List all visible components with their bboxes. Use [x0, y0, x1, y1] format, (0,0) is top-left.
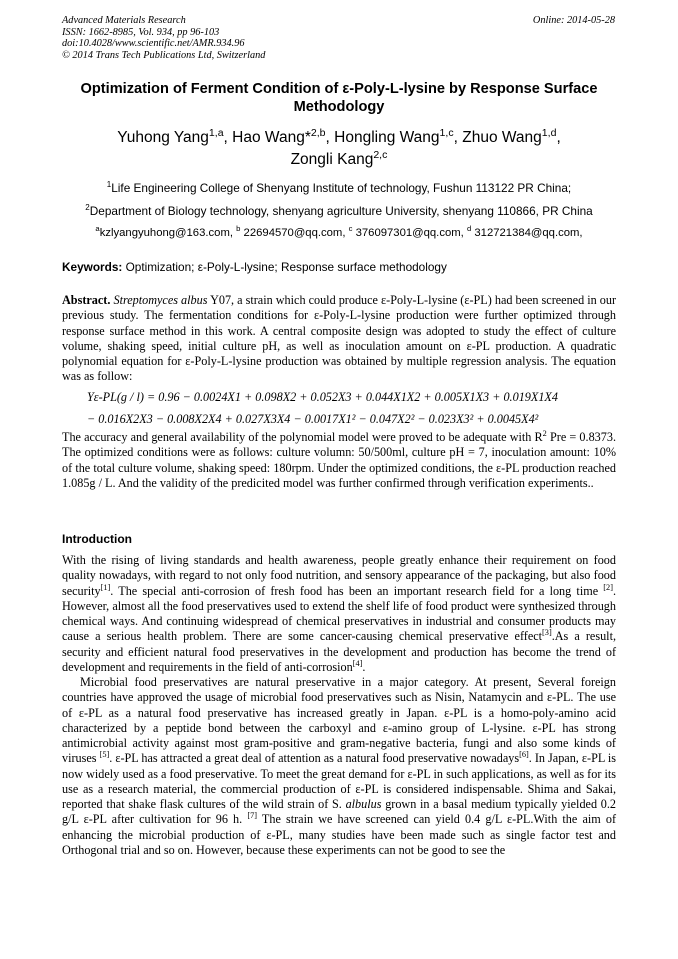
- regression-equation-line-1: Yε-PL(g / l) = 0.96 − 0.0024X1 + 0.098X2 + 0.052X3 + 0.044X1X2 + 0.005X1X3 + 0.019X1X4: [87, 390, 558, 404]
- text: Microbial food preservatives are natural preservative in a major category. At present, Several foreign countries have approved the usage of microbial food preservatives such as Nisin, Natamycin and ε-PL. The use of ε-PL as a natural food preservative has increased greatly in Japan. ε-PL is a homo-poly-amino acid characterized by a peptide bond between the carboxyl and ε-amino group of L-lysine. ε-PL has strong antimicrobial activity against most gram-positive and gram-negative bacteria, fungi and also some kinds of viruses: [62, 675, 616, 766]
- keywords-label: Keywords:: [62, 260, 123, 274]
- author-name: Hao Wang*: [232, 129, 311, 146]
- abstract: [62, 293, 616, 385]
- author-name: Zhuo Wang: [462, 129, 542, 146]
- affil-text: Department of Biology technology, shenyang agriculture University, shenyang 110866, PR China: [89, 204, 593, 218]
- affiliation-2: [62, 204, 616, 219]
- introduction-body: [62, 553, 616, 858]
- abstract-label: Abstract.: [62, 293, 111, 307]
- citation: [2]: [603, 582, 613, 592]
- species-name: albulus: [345, 797, 382, 811]
- author-affil-mark: 2,c: [373, 148, 388, 161]
- citation: [1]: [100, 582, 111, 592]
- email-mark: d: [466, 224, 472, 234]
- affil-text: Life Engineering College of Shenyang Institute of technology, Fushun 113122 PR China;: [111, 181, 572, 195]
- author-affil-mark: 2,b: [310, 126, 326, 139]
- abstract-text: Pre = 0.8373. The optimized conditions were as follows: culture volumn: 50/500ml, culture pH = 7, inoculation amount: 10% of the total culture volume, shaking speed: 180rpm. Under the optimized conditions, the ε-PL production reached 1.085g / L. And the validity of the predicited model was further confirmed through verification experiments..: [62, 430, 616, 490]
- affil-mark: 1: [106, 180, 112, 190]
- citation: [6]: [519, 750, 529, 760]
- email-mark: a: [95, 224, 100, 234]
- text: . In Japan, ε-PL is now widely used as a food preservative. To meet the great demand for ε-PL in such applications, as well as for its use as a research material, the commercial production of ε-PL is considered indispensable. Shima and Sakai, reported that shake flask cultures of the wild strain of S.: [62, 751, 617, 811]
- text: The strain we have screened can yield 0.4 g/L ε-PL.With the aim of enhancing the microbial production of ε-PL, many studies have been made such as single factor test and Orthogonal trial and so on. However, because these experiments can not be good to see the: [62, 812, 617, 857]
- citation: [7]: [247, 811, 257, 821]
- text: .As a result, security and efficient natural food preservatives in the development and production has become the trend of development and requirements in the field of anti-corrosion: [62, 629, 616, 674]
- journal-metadata: [62, 15, 265, 61]
- issn-line: ISSN: 1662-8985, Vol. 934, pp 96-103: [62, 26, 220, 38]
- author-name: Hongling Wang: [334, 129, 440, 146]
- abstract-conclusion: [62, 430, 616, 491]
- superscript: 2: [542, 428, 547, 438]
- author-name: Zongli Kang: [290, 151, 374, 168]
- abstract-text: The accuracy and general availability of the polynomial model were proved to be adequate with R: [62, 430, 543, 444]
- email-mark: b: [236, 224, 241, 234]
- paragraph: [62, 553, 616, 675]
- keywords: [62, 260, 447, 274]
- text: grown in a basal medium typically yielded 0.2 g/L ε-PL after cultivation for 96 h.: [62, 797, 616, 827]
- journal-name: Advanced Materials Research: [62, 15, 186, 26]
- text: . The special anti-corrosion of fresh food has been an important research field for a long time: [110, 583, 604, 598]
- text: . ε-PL has attracted a great deal of attention as a natural food preservative nowadays: [109, 751, 520, 766]
- email-address: 376097301@qq.com,: [352, 227, 467, 239]
- keywords-text: Optimization; ε-Poly-L-lysine; Response surface methodology: [122, 260, 447, 274]
- copyright-line: © 2014 Trans Tech Publications Ltd, Switzerland: [62, 49, 266, 61]
- citation: [5]: [99, 750, 110, 760]
- paper-title: Optimization of Ferment Condition of ε-Poly-L-lysine by Response Surface Methodology: [80, 81, 598, 115]
- author-affil-mark: 1,c: [439, 126, 454, 139]
- regression-equation-line-2: − 0.016X2X3 − 0.008X2X4 + 0.027X3X4 − 0.0017X1² − 0.047X2² − 0.023X3² + 0.0045X4²: [87, 412, 539, 426]
- species-name: Streptomyces albus: [113, 293, 208, 307]
- affil-mark: 2: [85, 203, 90, 213]
- email-address: kzlyangyuhong@163.com,: [99, 227, 237, 239]
- text: . However, almost all the food preservatives used to extend the shelf life of food product were synthesized through chemical ways. And continuing widespread of chemical preservatives in industrial and consumer products may cause a serious health problem. There are some cancer-causing chemical preservative effect: [62, 583, 616, 644]
- section-heading-introduction: Introduction: [62, 532, 132, 546]
- text: With the rising of living standards and health awareness, people greatly enhance their requirement on food quality nowadays, with regard to not only food nutrition, and sensory appearance of the packaging, but also food security: [62, 553, 616, 598]
- affiliation-1: [62, 181, 616, 196]
- paragraph: [62, 675, 616, 858]
- text: .: [362, 659, 366, 674]
- online-date: Online: 2014-05-28: [532, 15, 615, 26]
- email-address: 312721384@qq.com,: [471, 227, 583, 239]
- author-affil-mark: 1,a: [208, 126, 224, 139]
- email-address: 22694570@qq.com,: [240, 227, 349, 239]
- author-name: Yuhong Yang: [117, 129, 209, 146]
- doi-line: doi:10.4028/www.scientific.net/AMR.934.96: [62, 38, 245, 50]
- abstract-text: Y07, a strain which could produce ε-Poly-L-lysine (ε-PL) had been screened in our previous study. The fermentation conditions for ε-Poly-L-lysine production were further optimized through response surface method in this work. A central composite design was adopted to study the effect of culture volume, shaking speed, initial culture pH, as well as inoculation amount on ε-PL production. A quadratic polynomial equation for ε-Poly-L-lysine production was obtained by multiple regression analysis. The equation was as follow:: [62, 293, 617, 384]
- author-emails: [62, 226, 616, 241]
- email-mark: c: [348, 224, 353, 234]
- author-list: Yuhong Yang$^{1,a}$, Hao Wang*$^{2,b}$, Hongling Wang$^{1,c}$, Zhuo Wang$^{1,d}$, Zongli Kang$^{2,c}$: [117, 126, 561, 168]
- citation: [3]: [542, 628, 552, 638]
- author-affil-mark: 1,d: [541, 126, 557, 139]
- citation: [4]: [352, 658, 363, 668]
